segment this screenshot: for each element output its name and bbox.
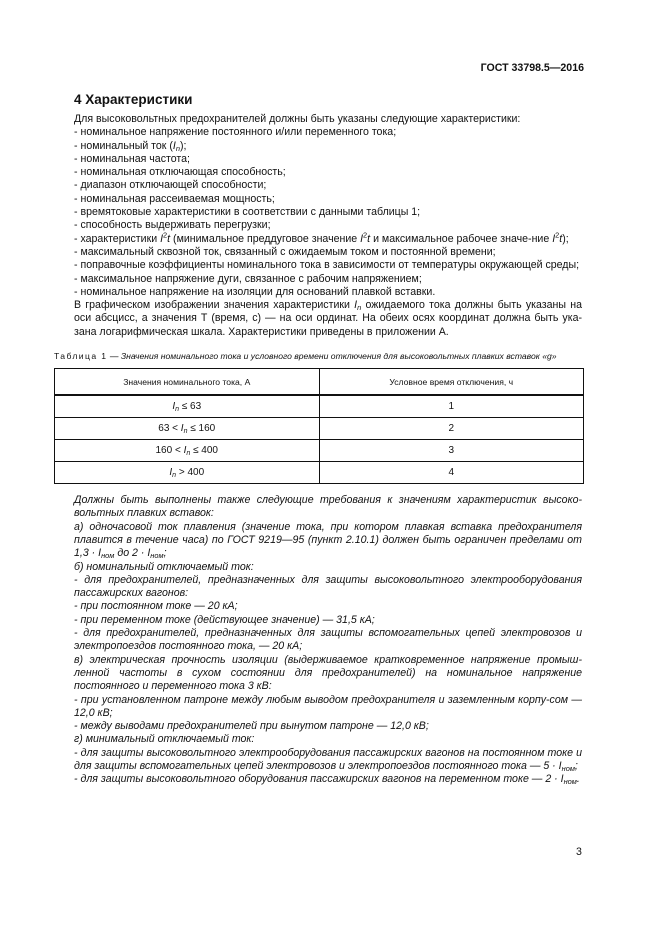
requirement-a: а) одночасовой ток плавления (значение тока, при котором плавкая вставка предохранителя плавится в течение часа) по ГОСТ 9219—95 (пункт 2.10.1) должен быть ограничен пределами от $1,3 \cdot I_{ном}$ до $2 \cdot I_{ном}$;	[74, 520, 582, 561]
list-item: - номинальная частота;	[74, 152, 190, 165]
list-item: - времятоковые характеристики в соответствии с данными таблицы 1;	[74, 206, 421, 219]
table-caption: Таблица 1 — Значения номинального тока и условного времени отключения для высоковольтных плавких вставок «g»	[54, 351, 557, 362]
requirement-line: г) минимальный отключаемый ток:	[74, 733, 255, 746]
list-item: - максимальное напряжение дуги, связанное с рабочим напряжением;	[74, 272, 422, 285]
requirement-line: - для предохранителей, предназначенных для защиты вспомогательных цепей электровозов и электропоездов постоянного тока, — 20 кА;	[74, 627, 582, 653]
table-cell: 2	[319, 418, 584, 440]
list-item: - номинальная рассеиваемая мощность;	[74, 192, 275, 205]
list-item: - максимальный сквозной ток, связанный с ожидаемым током и постоянной времени;	[74, 245, 496, 258]
list-item-current: - номинальный ток $(I_n)$;	[74, 139, 187, 153]
list-item: - номинальное напряжение на изоляции для оснований плавкой вставки.	[74, 285, 436, 298]
list-item: - диапазон отключающей способности;	[74, 179, 267, 192]
table-cell: $63 < I_n \le 160$	[55, 418, 320, 440]
list-item: - способность выдерживать перегрузки;	[74, 219, 271, 232]
data-table	[54, 368, 584, 484]
page-number: 3	[576, 846, 582, 858]
requirement-line: в) электрическая прочность изоляции (выдерживаемое кратковременное напряжение промыш-ленной частоты в сухом состоянии для предохранителей) на номинальное напряжение постоянного и переменного тока 3 кВ:	[74, 653, 582, 693]
intro-text: Для высоковольтных предохранителей должны быть указаны следующие характеристики:	[74, 113, 521, 125]
graph-paragraph: В графическом изображении значения характеристики $I_n$ ожидаемого тока должны быть указаны на оси абсцисс, а значения Т (время, с) — на оси ординат. На обеих осях координат должна быть ука-зана логарифмическая шкала. Характеристики приведены в приложении А.	[74, 299, 582, 338]
table-cell: $160 < I_n \le 400$	[55, 440, 320, 462]
table-row	[55, 440, 584, 462]
table-header-cell: Значения номинального тока, А	[55, 369, 320, 396]
table-cell: $I_n \le 63$	[55, 395, 320, 418]
requirement-line: - при переменном токе (действующее значение) — 31,5 кА;	[74, 613, 375, 626]
section-title: 4 Характеристики	[74, 92, 193, 107]
list-item: - номинальная отключающая способность;	[74, 166, 286, 179]
table-header-cell: Условное время отключения, ч	[319, 369, 584, 396]
table-cell: $I_n > 400$	[55, 462, 320, 484]
page-content	[54, 92, 582, 787]
list-item: - номинальное напряжение постоянного и/или переменного тока;	[74, 126, 397, 139]
table-cell: 1	[319, 395, 584, 418]
table-row	[55, 462, 584, 484]
requirement-line: - при установленном патроне между любым выводом предохранителя и заземленным корпу-сом — 12,0 кВ;	[74, 693, 582, 719]
table-cell: 3	[319, 440, 584, 462]
table-header-row	[55, 369, 584, 396]
requirement-line: - для предохранителей, предназначенных для защиты высоковольтного электрооборудования пассажирских вагонов:	[74, 573, 582, 600]
table-row	[55, 395, 584, 418]
table-row	[55, 418, 584, 440]
requirement-g2: - для защиты высоковольтного оборудования пассажирских вагонов на переменном токе — $2 \cdot I_{ном}$.	[74, 773, 580, 787]
requirements-intro: Должны быть выполнены также следующие требования к значениям характеристик высоко-вольтных плавких вставок:	[74, 494, 582, 520]
requirement-g1: - для защиты высоковольтного электрооборудования пассажирских вагонов на постоянном токе и для защиты вспомогательных цепей электровозов и электропоездов постоянного тока — $5 \cdot I_{ном}$;	[74, 746, 582, 773]
requirement-line: - при постоянном токе — 20 кА;	[74, 600, 238, 613]
list-item: - поправочные коэффициенты номинального тока в зависимости от температуры окружающей среды;	[74, 259, 580, 272]
requirement-line: - между выводами предохранителей при вынутом патроне — 12,0 кВ;	[74, 720, 429, 733]
requirements-section	[74, 494, 582, 787]
requirement-line: б) номинальный отключаемый ток:	[74, 560, 254, 573]
list-item-i2t: - характеристики $I^2t$ (минимальное преддуговое значение $I^2t$ и максимальное рабочее значе-ние $I^2t$);	[74, 230, 569, 245]
table-cell: 4	[319, 462, 584, 484]
document-code: ГОСТ 33798.5—2016	[480, 62, 584, 74]
